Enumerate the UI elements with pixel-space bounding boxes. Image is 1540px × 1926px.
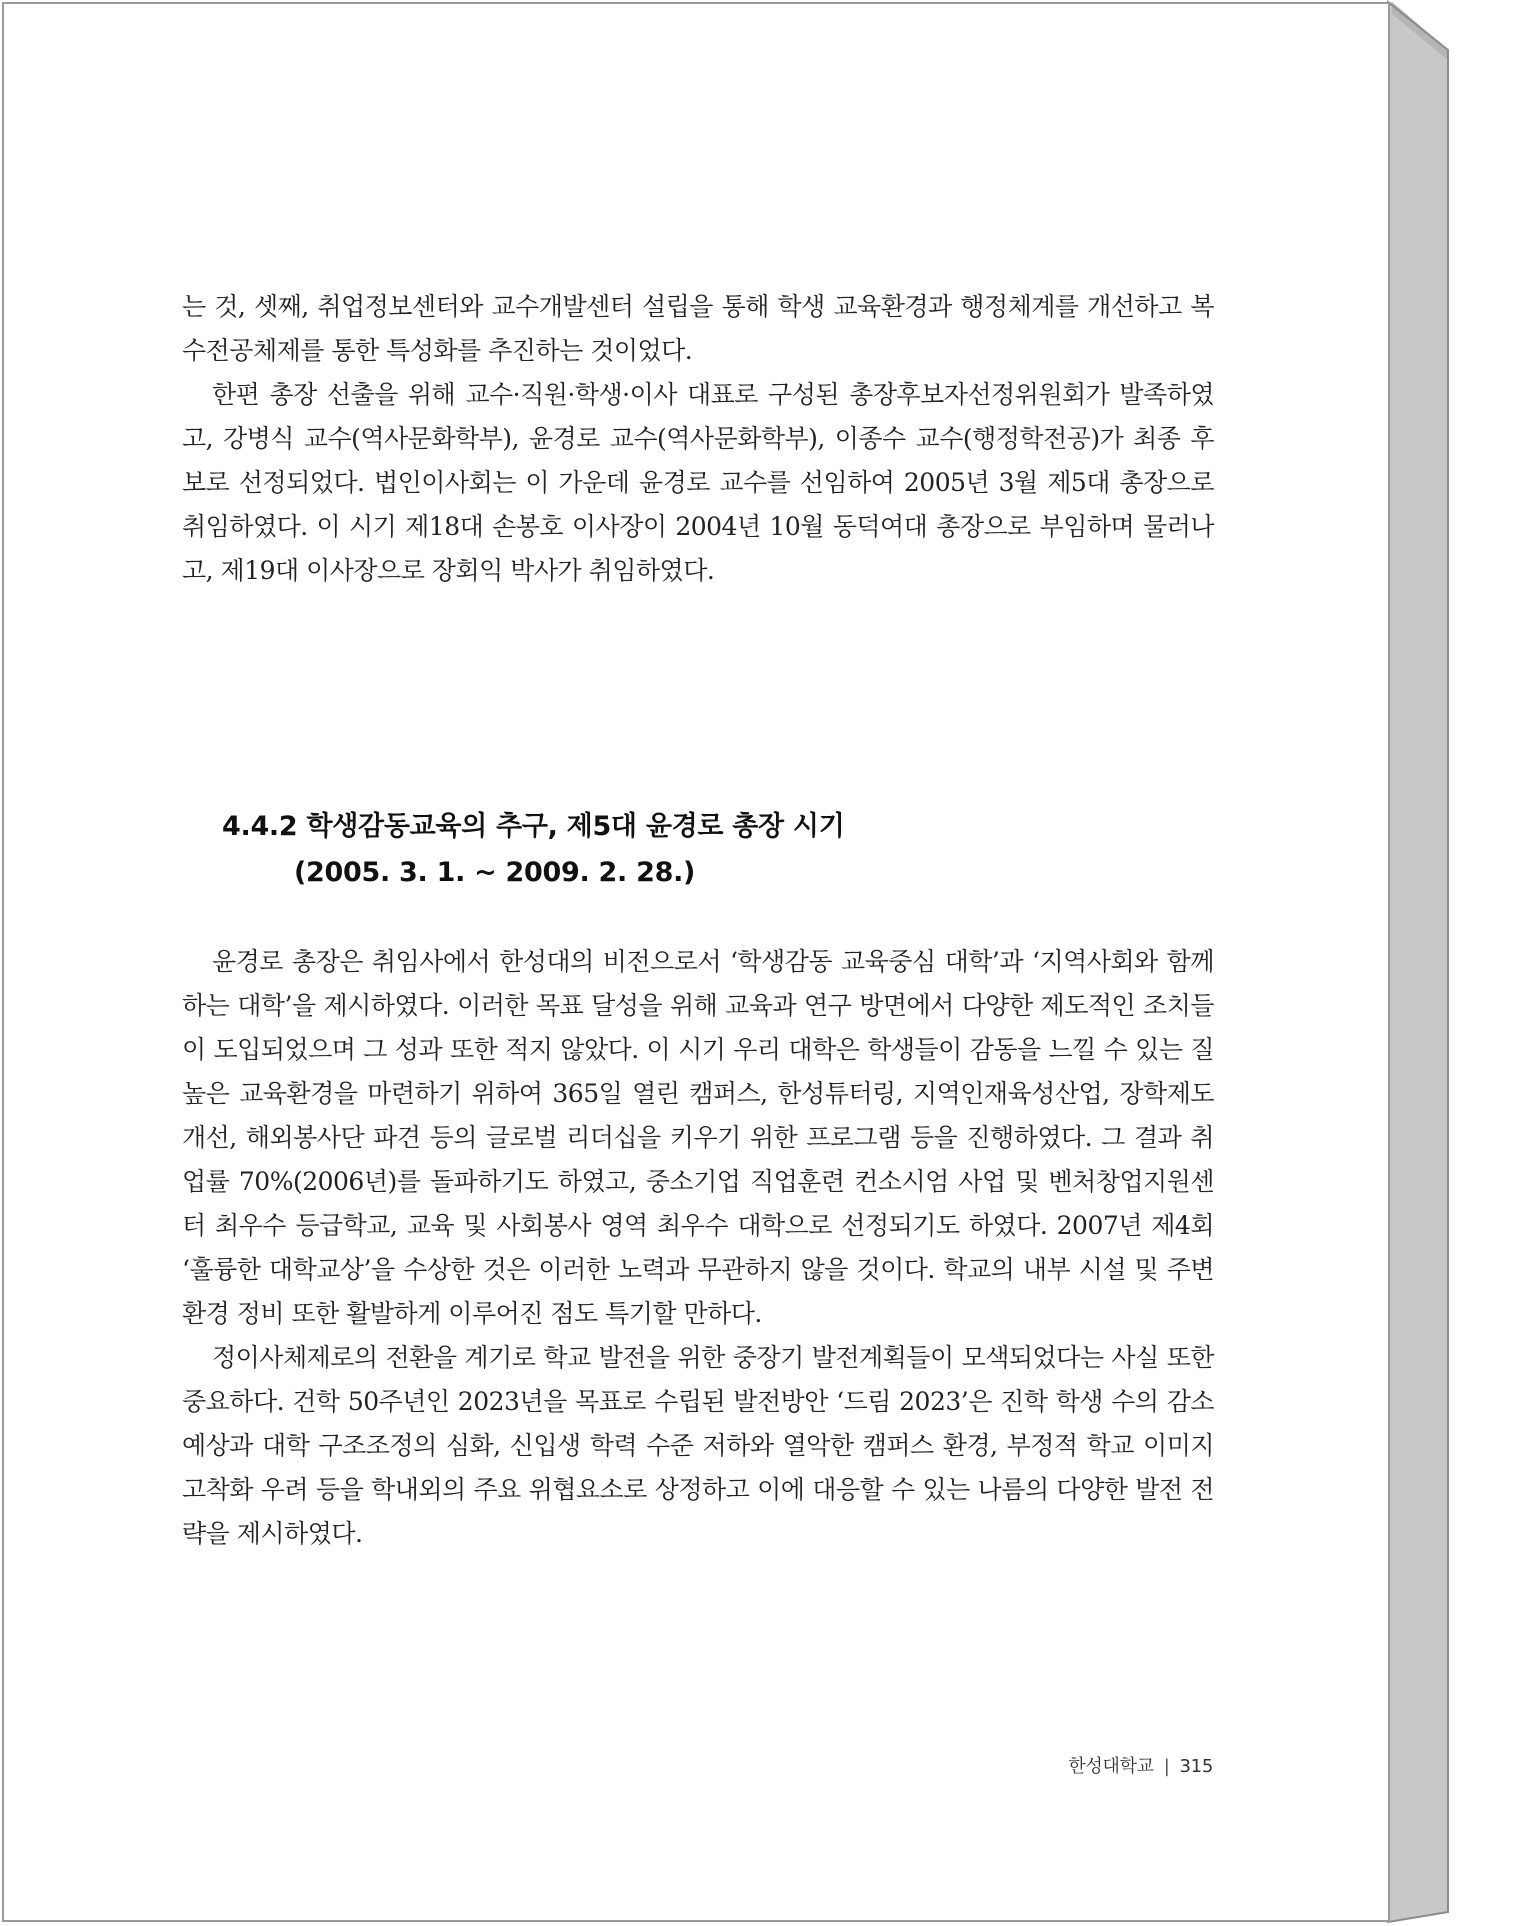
page-footer <box>1068 1752 1213 1778</box>
footer-publisher: 한성대학교 <box>1068 1756 1154 1777</box>
body-paragraph: 한편 총장 선출을 위해 교수·직원·학생·이사 대표로 구성된 총장후보자선정위원회가 발족하였고, 강병식 교수(역사문화학부), 윤경로 교수(역사문화학부), 이종수 교수(행정학전공)가 최종 후보로 선정되었다. 법인이사회는 이 가운데 윤경로 교수를 선임하여 2005년 3월 제5대 총장으로 취임하였다. 이 시기 제18대 손봉호 이사장이 2004년 10월 동덕여대 총장으로 부임하며 물러나고, 제19대 이사장으로 장회익 박사가 취임하였다. <box>182 380 1214 585</box>
section-text-block <box>182 940 1214 1556</box>
intro-text-block <box>182 285 1214 593</box>
section-heading-title: 4.4.2 학생감동교육의 추구, 제5대 윤경로 총장 시기 <box>222 811 845 842</box>
page-number: 315 <box>1179 1756 1213 1777</box>
body-paragraph: 는 것, 셋째, 취업정보센터와 교수개발센터 설립을 통해 학생 교육환경과 행정체계를 개선하고 복수전공체제를 통한 특성화를 추진하는 것이었다. <box>182 292 1214 365</box>
section-heading <box>222 804 845 896</box>
section-heading-period: (2005. 3. 1. ~ 2009. 2. 28.) <box>294 857 696 888</box>
footer-separator: | <box>1163 1756 1170 1777</box>
body-paragraph: 정이사체제로의 전환을 계기로 학교 발전을 위한 중장기 발전계획들이 모색되었다는 사실 또한 중요하다. 건학 50주년인 2023년을 목표로 수립된 발전방안 ‘드림 2023’은 진학 학생 수의 감소 예상과 대학 구조조정의 심화, 신입생 학력 수준 저하와 열악한 캠퍼스 환경, 부정적 학교 이미지 고착화 우려 등을 학내외의 주요 위협요소로 상정하고 이에 대응할 수 있는 나름의 다양한 발전 전략을 제시하였다. <box>182 1343 1214 1548</box>
body-paragraph: 윤경로 총장은 취임사에서 한성대의 비전으로서 ‘학생감동 교육중심 대학’과 ‘지역사회와 함께하는 대학’을 제시하였다. 이러한 목표 달성을 위해 교육과 연구 방면에서 다양한 제도적인 조치들이 도입되었으며 그 성과 또한 적지 않았다. 이 시기 우리 대학은 학생들이 감동을 느낄 수 있는 질 높은 교육환경을 마련하기 위하여 365일 열린 캠퍼스, 한성튜터링, 지역인재육성산업, 장학제도 개선, 해외봉사단 파견 등의 글로벌 리더십을 키우기 위한 프로그램 등을 진행하였다. 그 결과 취업률 70%(2006년)를 돌파하기도 하였고, 중소기업 직업훈련 컨소시엄 사업 및 벤처창업지원센터 최우수 등급학교, 교육 및 사회봉사 영역 최우수 대학으로 선정되기도 하였다. 2007년 제4회 ‘훌륭한 대학교상’을 수상한 것은 이러한 노력과 무관하지 않을 것이다. 학교의 내부 시설 및 주변 환경 정비 또한 활발하게 이루어진 점도 특기할 만하다. <box>182 947 1214 1328</box>
